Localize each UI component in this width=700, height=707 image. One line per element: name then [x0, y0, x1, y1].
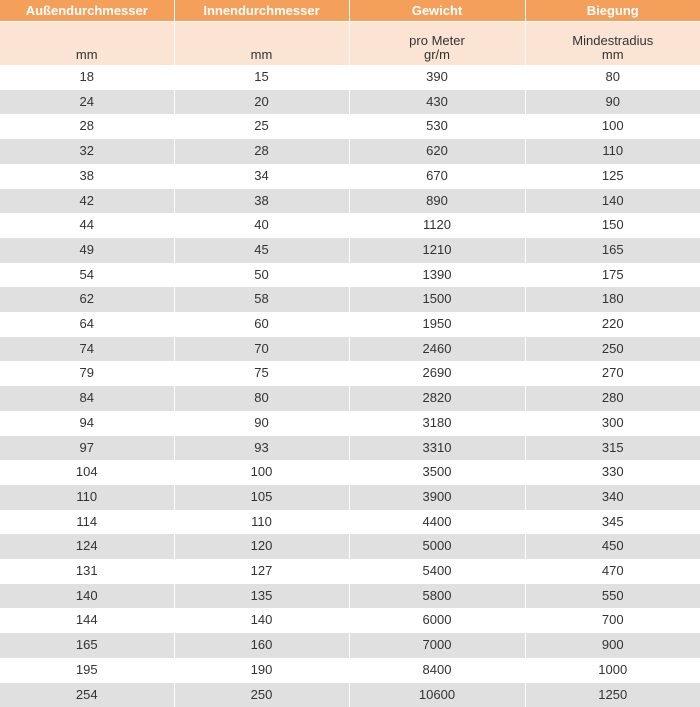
outer-diameter-cell: 24: [0, 90, 174, 115]
inner-diameter-cell: 40: [174, 213, 349, 238]
min-bend-radius-cell: 125: [525, 164, 700, 189]
min-bend-radius-cell: 1250: [525, 683, 700, 707]
inner-diameter-cell: 70: [174, 337, 349, 362]
outer-diameter-cell: 28: [0, 114, 174, 139]
weight-cell: 670: [349, 164, 525, 189]
table-row: [0, 584, 700, 609]
inner-diameter-cell: 135: [174, 584, 349, 609]
min-bend-radius-cell: 330: [525, 460, 700, 485]
weight-cell: 2820: [349, 386, 525, 411]
outer-diameter-cell: 254: [0, 683, 174, 707]
min-bend-radius-cell: 315: [525, 436, 700, 461]
inner-diameter-cell: 190: [174, 658, 349, 683]
weight-cell: 7000: [349, 633, 525, 658]
weight-cell: 10600: [349, 683, 525, 707]
min-bend-radius-cell: 140: [525, 189, 700, 214]
outer-diameter-cell: 144: [0, 608, 174, 633]
inner-diameter-cell: 105: [174, 485, 349, 510]
weight-cell: 1210: [349, 238, 525, 263]
table-row: [0, 608, 700, 633]
table-row: [0, 263, 700, 288]
min-bend-radius-cell: 100: [525, 114, 700, 139]
weight-cell: 5800: [349, 584, 525, 609]
table-row: [0, 287, 700, 312]
min-bend-radius-cell: 80: [525, 65, 700, 90]
outer-diameter-cell: 124: [0, 534, 174, 559]
outer-diameter-cell: 165: [0, 633, 174, 658]
inner-diameter-cell: 38: [174, 189, 349, 214]
table-row: [0, 312, 700, 337]
weight-cell: 6000: [349, 608, 525, 633]
unit-bend-line1: Mindestradius: [526, 34, 700, 48]
inner-diameter-cell: 160: [174, 633, 349, 658]
inner-diameter-cell: 15: [174, 65, 349, 90]
outer-diameter-cell: 195: [0, 658, 174, 683]
inner-diameter-cell: 90: [174, 411, 349, 436]
inner-diameter-cell: 127: [174, 559, 349, 584]
min-bend-radius-cell: 110: [525, 139, 700, 164]
table-row: [0, 485, 700, 510]
min-bend-radius-cell: 470: [525, 559, 700, 584]
inner-diameter-cell: 28: [174, 139, 349, 164]
outer-diameter-cell: 74: [0, 337, 174, 362]
table-row: [0, 683, 700, 707]
outer-diameter-cell: 114: [0, 510, 174, 535]
inner-diameter-cell: 93: [174, 436, 349, 461]
table-body: [0, 65, 700, 707]
table-row: [0, 164, 700, 189]
weight-cell: 1120: [349, 213, 525, 238]
table-row: [0, 189, 700, 214]
unit-bend: [525, 22, 700, 66]
inner-diameter-cell: 58: [174, 287, 349, 312]
outer-diameter-cell: 140: [0, 584, 174, 609]
outer-diameter-cell: 79: [0, 361, 174, 386]
inner-diameter-cell: 50: [174, 263, 349, 288]
weight-cell: 390: [349, 65, 525, 90]
weight-cell: 2690: [349, 361, 525, 386]
inner-diameter-cell: 250: [174, 683, 349, 707]
min-bend-radius-cell: 280: [525, 386, 700, 411]
inner-diameter-cell: 20: [174, 90, 349, 115]
min-bend-radius-cell: 300: [525, 411, 700, 436]
inner-diameter-cell: 80: [174, 386, 349, 411]
weight-cell: 620: [349, 139, 525, 164]
header-bend: Biegung: [525, 0, 700, 22]
inner-diameter-cell: 25: [174, 114, 349, 139]
weight-cell: 5000: [349, 534, 525, 559]
min-bend-radius-cell: 450: [525, 534, 700, 559]
min-bend-radius-cell: 180: [525, 287, 700, 312]
outer-diameter-cell: 44: [0, 213, 174, 238]
weight-cell: 1390: [349, 263, 525, 288]
table-row: [0, 238, 700, 263]
outer-diameter-cell: 84: [0, 386, 174, 411]
weight-cell: 1500: [349, 287, 525, 312]
table-row: [0, 559, 700, 584]
min-bend-radius-cell: 150: [525, 213, 700, 238]
min-bend-radius-cell: 340: [525, 485, 700, 510]
unit-weight: [349, 22, 525, 66]
outer-diameter-cell: 18: [0, 65, 174, 90]
outer-diameter-cell: 94: [0, 411, 174, 436]
header-outer-diameter: Außendurchmesser: [0, 0, 174, 22]
inner-diameter-cell: 45: [174, 238, 349, 263]
table-row: [0, 114, 700, 139]
table-row: [0, 633, 700, 658]
header-weight: Gewicht: [349, 0, 525, 22]
min-bend-radius-cell: 250: [525, 337, 700, 362]
table-row: [0, 337, 700, 362]
weight-cell: 3900: [349, 485, 525, 510]
outer-diameter-cell: 110: [0, 485, 174, 510]
table-row: [0, 65, 700, 90]
unit-outer-diameter: mm: [0, 22, 174, 66]
min-bend-radius-cell: 270: [525, 361, 700, 386]
min-bend-radius-cell: 90: [525, 90, 700, 115]
unit-weight-line1: pro Meter: [350, 34, 525, 48]
outer-diameter-cell: 131: [0, 559, 174, 584]
unit-bend-line2: mm: [526, 48, 700, 62]
inner-diameter-cell: 140: [174, 608, 349, 633]
inner-diameter-cell: 110: [174, 510, 349, 535]
outer-diameter-cell: 104: [0, 460, 174, 485]
min-bend-radius-cell: 175: [525, 263, 700, 288]
min-bend-radius-cell: 900: [525, 633, 700, 658]
table-row: [0, 510, 700, 535]
table-row: [0, 411, 700, 436]
table-row: [0, 213, 700, 238]
weight-cell: 430: [349, 90, 525, 115]
weight-cell: 1950: [349, 312, 525, 337]
table-row: [0, 139, 700, 164]
outer-diameter-cell: 54: [0, 263, 174, 288]
unit-row: [0, 22, 700, 66]
table-row: [0, 361, 700, 386]
min-bend-radius-cell: 1000: [525, 658, 700, 683]
outer-diameter-cell: 97: [0, 436, 174, 461]
weight-cell: 5400: [349, 559, 525, 584]
min-bend-radius-cell: 345: [525, 510, 700, 535]
outer-diameter-cell: 38: [0, 164, 174, 189]
min-bend-radius-cell: 550: [525, 584, 700, 609]
inner-diameter-cell: 75: [174, 361, 349, 386]
table-row: [0, 90, 700, 115]
outer-diameter-cell: 32: [0, 139, 174, 164]
weight-cell: 8400: [349, 658, 525, 683]
inner-diameter-cell: 60: [174, 312, 349, 337]
outer-diameter-cell: 64: [0, 312, 174, 337]
weight-cell: 3180: [349, 411, 525, 436]
table-row: [0, 534, 700, 559]
inner-diameter-cell: 100: [174, 460, 349, 485]
table-row: [0, 436, 700, 461]
weight-cell: 2460: [349, 337, 525, 362]
header-row: [0, 0, 700, 22]
weight-cell: 530: [349, 114, 525, 139]
unit-inner-diameter: mm: [174, 22, 349, 66]
inner-diameter-cell: 34: [174, 164, 349, 189]
table-row: [0, 386, 700, 411]
table-row: [0, 658, 700, 683]
weight-cell: 3500: [349, 460, 525, 485]
weight-cell: 890: [349, 189, 525, 214]
outer-diameter-cell: 62: [0, 287, 174, 312]
weight-cell: 4400: [349, 510, 525, 535]
table-row: [0, 460, 700, 485]
min-bend-radius-cell: 700: [525, 608, 700, 633]
min-bend-radius-cell: 165: [525, 238, 700, 263]
inner-diameter-cell: 120: [174, 534, 349, 559]
unit-weight-line2: gr/m: [350, 48, 525, 62]
header-inner-diameter: Innendurchmesser: [174, 0, 349, 22]
outer-diameter-cell: 49: [0, 238, 174, 263]
weight-cell: 3310: [349, 436, 525, 461]
min-bend-radius-cell: 220: [525, 312, 700, 337]
outer-diameter-cell: 42: [0, 189, 174, 214]
